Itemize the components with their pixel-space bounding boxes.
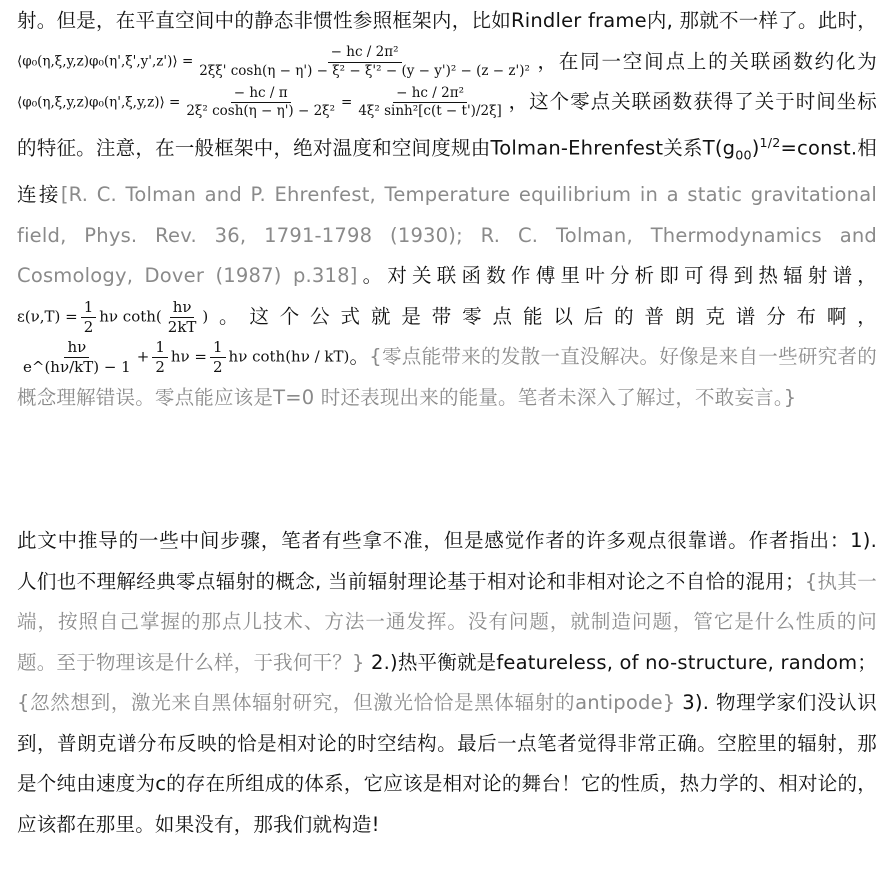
equation-lhs: ⟨φ₀(η,ξ,y,z)φ₀(η',ξ',y',z')⟩ = <box>17 53 194 70</box>
text-segment: 3). 物理学家们没认识到，普朗克谱分布反映的恰是相对论的时空结构。最后一点笔者觉得非常正确。空腔里的辐射，那是个纯由速度为c的存在所组成的体系，它应该是相对论的舞台！它的性质，热力学的、相对论的，应该都在那里。如果没有，那我们就构造! <box>17 691 877 836</box>
fraction <box>210 340 226 375</box>
text-segment: 2.)热平衡就是featureless, of no-structure, random； <box>364 650 878 674</box>
fraction-numerator: 1 <box>81 300 97 318</box>
text-segment: 。对关联函数作傅里叶分析即可得到热辐射谱， <box>357 264 877 288</box>
paragraph-author-views <box>17 521 877 845</box>
author-comment: {零点能带来的发散一直没解决。好像是来自一些研究者的概念理解错误。零点能应该是T=0 时还表现出来的能量。笔者未深入了解过，不敢妄言。} <box>17 345 878 409</box>
fraction <box>152 340 168 375</box>
fraction-numerator: 1 <box>210 340 226 358</box>
equation-thermal-spectrum <box>17 297 209 336</box>
equation-correlation-rindler <box>17 46 536 78</box>
equation-term: hν = <box>170 347 207 366</box>
equals-sign: = <box>341 94 353 110</box>
fraction <box>20 340 134 375</box>
equation-planck-zero-point <box>17 340 349 375</box>
paragraph-zero-point-correlation <box>17 1 877 418</box>
text-segment: 。这个公式就是带零点能以后的普朗克谱分布啊， <box>208 304 877 328</box>
fraction <box>196 46 533 78</box>
reference-citation: [R. C. Tolman and P. Ehrenfest, Temperature equilibrium in a static gravitational field, Phys. Rev. 36, 1791-1798 (1930); R. C. Tolman, Thermodynamics and Cosmology, Dover (1987) p.318] <box>17 183 877 288</box>
author-comment: {忽然想到，激光来自黑体辐射研究，但激光恰恰是黑体辐射的antipode} <box>17 691 676 714</box>
equation-term: ) <box>202 307 209 326</box>
fraction-denominator: 2 <box>212 358 223 377</box>
text-segment: ，在同一空间点上的关联函数约化为 <box>535 49 877 73</box>
author-comment: {执其一端，按照自己掌握的那点儿技术、方法一通发挥。没有问题，就制造问题，管它是什么性质的问题。至于物理该是什么样，于我何干？} <box>17 569 877 674</box>
fraction-numerator: hν <box>170 300 195 318</box>
fraction-denominator: e^(hν/kT) − 1 <box>23 358 131 377</box>
fraction <box>165 297 200 336</box>
fraction <box>183 84 338 119</box>
text-segment: ，这个零点关联函数获得了关于时间坐标的特征。注意，在一般框架中，绝对温度和空间度规由Tolman-Ehrenfest关系T(g <box>17 90 877 159</box>
fraction-denominator: 2ξ² cosh(η − η') − 2ξ² <box>186 103 336 119</box>
fraction-denominator: 2 <box>155 358 165 377</box>
fraction-denominator: 2 <box>83 317 94 336</box>
equation-same-point-correlation <box>17 84 508 119</box>
plus-sign: + <box>136 347 150 366</box>
fraction-denominator: 2kT <box>167 317 197 336</box>
fraction-numerator: 1 <box>152 340 168 358</box>
text-segment: =const.相连接 <box>17 136 877 207</box>
fraction-numerator: − hc / 2π² <box>328 46 402 63</box>
text-segment: ) <box>751 136 760 159</box>
text-segment: 。 <box>349 345 370 369</box>
equation-lhs: ε(ν,T) = <box>17 307 78 326</box>
text-segment: 射。但是，在平直空间中的静态非惯性参照框架内，比如Rindler frame内, 那就不一样了。此时， <box>17 9 877 32</box>
subscript: 00 <box>735 146 752 162</box>
fraction-numerator: − hc / 2π² <box>393 87 467 104</box>
text-segment: 此文中推导的一些中间步骤，笔者有些拿不准，但是感觉作者的许多观点很靠谱。作者指出：1). 人们也不理解经典零点辐射的概念, 当前辐射理论基于相对论和非相对论之不自恰的混用； <box>17 529 877 593</box>
superscript: 1/2 <box>759 134 781 150</box>
fraction-denominator: 4ξ² sinh²[c(t − t')/2ξ] <box>358 103 502 119</box>
fraction-numerator: − hc / π <box>231 87 291 104</box>
equation-term: hν coth(hν / kT) <box>228 347 350 366</box>
equation-lhs: ⟨φ₀(η,ξ,y,z)φ₀(η',ξ,y,z)⟩ = <box>17 94 181 110</box>
fraction <box>355 84 504 119</box>
equation-term: hν coth( <box>99 307 162 326</box>
fraction-numerator: hν <box>64 340 89 358</box>
fraction <box>81 297 97 336</box>
fraction-denominator: 2ξξ' cosh(η − η') − ξ² − ξ'² − (y − y')² − (z − z')² <box>199 62 530 79</box>
